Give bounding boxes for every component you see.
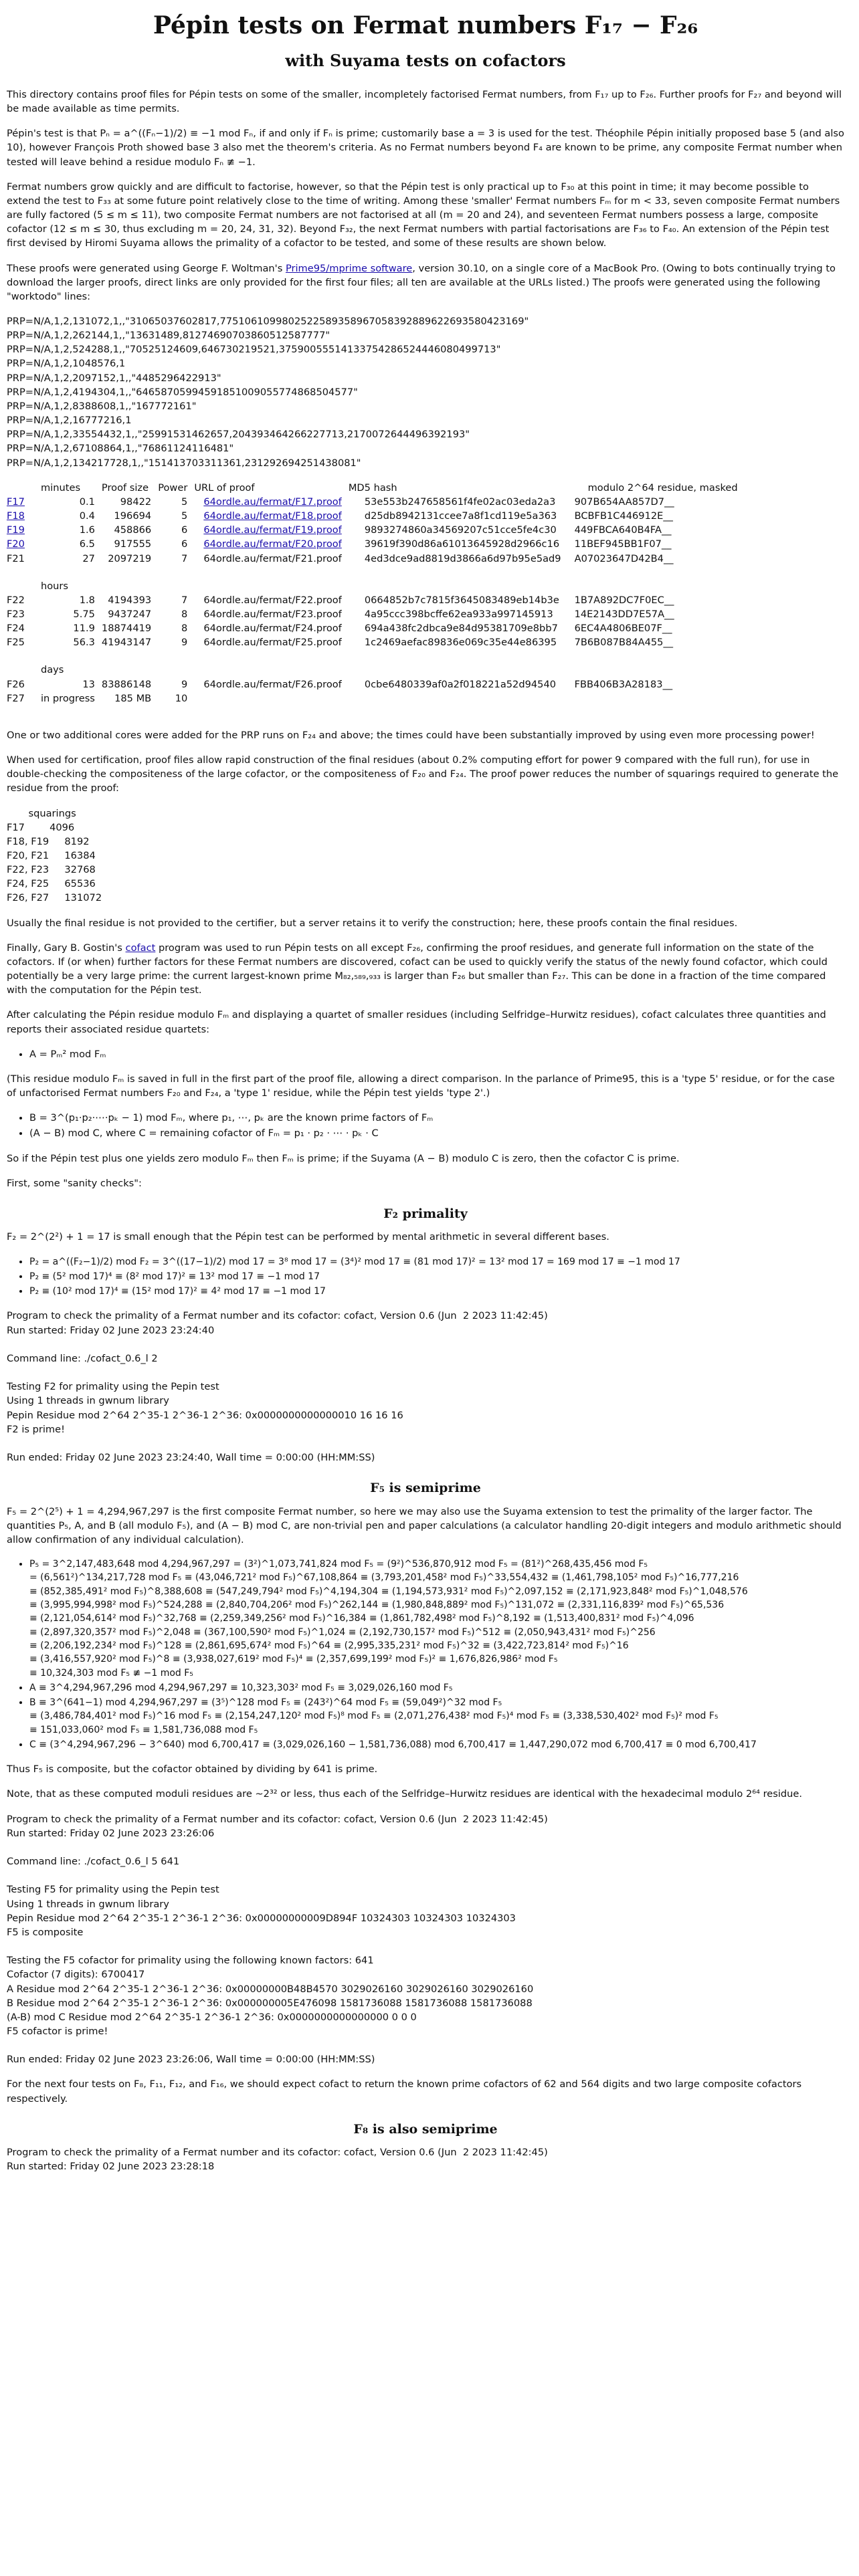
f5-b-line: • B ≡ 3^(641−1) mod 4,294,967,297 ≡ (3⁵)^128 mod F₅ ≡ (243²)^64 mod F₅ ≡ (59,049²)^32 mod F₅ [29,1697,502,1709]
proof-cell-md5: 39619f390d86a61013645928d2966c16 [364,538,560,550]
proof-cell-f: F24 [7,623,25,635]
proof-row [7,537,745,551]
proof-table-header-cell: URL of proof [194,481,255,494]
proof-cell-time: 13 [82,678,95,690]
proof-cell-power: 7 [181,594,188,606]
sanity-paragraph: First, some "sanity checks": [7,1177,142,1189]
next-tests-paragraph: For the next four tests on F₈, F₁₁, F₁₂, and F₁₆, we should expect cofact to return the known prime cofactors of 62 and 564 digits and two large composite cofactors respectively. [7,2078,802,2105]
worktodo-lines: PRP=N/A,1,2,131072,1,,"31065037602817,7751061099802522589358967058392889622693580423169" PRP=N/A,1,2,262144,1,,"13631489,81274690703860512587777" PRP=N/A,1,2,524288,1,,"70525124609,646730219521,37590055514133754286524446080499713" PRP=N/A,1,2,1048576,1 PRP=N/A,1,2,2097152,1,,"4485296422913" PRP=N/A,1,2,4194304,1,,"64658705994591851009055774868504577" PRP=N/A,1,2,8388608,1,,"167772161" PRP=N/A,1,2,16777216,1 PRP=N/A,1,2,33554432,1,,"25991531462657,204393464266227713,2170072644496392193" PRP=N/A,1,2,67108864,1,,"76861124116481" PRP=N/A,1,2,134217728,1,,"151413703311361,231292694251438081" [7,316,529,469]
f5-b-calc [29,1696,844,1737]
proof-cell-md5: 1c2469aefac89836e069c35e44e86395 [364,637,557,649]
proof-cell-url: 64ordle.au/fermat/F25.proof [203,637,342,649]
quantity-list-bc [7,1111,844,1140]
proof-table-unit-row [7,649,745,677]
proof-cell-url [194,495,349,509]
proof-cell-f [7,509,41,523]
proof-cell-res: 11BEF945BB1F07__ [574,538,672,550]
proof-cell-size: 917555 [114,538,152,550]
f2-calc-line: • P₂ ≡ (5² mod 17)⁴ ≡ (8² mod 17)² ≡ 13² mod 17 ≡ −1 mod 17 [29,1270,844,1283]
proof-cell-power: 6 [181,524,188,536]
proof-cell-f: F22 [7,594,25,606]
proof-cell-time: 0.4 [79,510,95,522]
proof-cell-size: 9437247 [108,608,152,620]
proof-cell-url: 64ordle.au/fermat/F23.proof [203,608,342,620]
suyama-paragraph: So if the Pépin test plus one yields zero modulo Fₘ then Fₘ is prime; if the Suyama (A − B) modulo C is zero, then the cofactor C is prime. [7,1152,680,1164]
f5-p5-line: • P₅ = 3^2,147,483,648 mod 4,294,967,297 = (3²)^1,073,741,824 mod F₅ = (9²)^536,870,912 mod F₅ = (81²)^268,435,456 mod F₅ [29,1559,648,1570]
section-heading-f2: F₂ primality [383,1206,468,1221]
f5-p5-calc [29,1558,844,1680]
proof-cell-res: A07023647D42B4__ [574,552,674,564]
proof-cell-res: 449FBCA640B4FA__ [574,524,672,536]
unit-label-days: days [40,664,64,676]
proof-cell-power: 7 [181,552,188,564]
proof-cell-md5: 53e553b247658561f4fe02ac03eda2a3 [364,496,556,508]
proof-cell-f: F27 [7,692,25,704]
f2-calc-line: • P₂ ≡ (10² mod 17)⁴ ≡ (15² mod 17)² ≡ 4² mod 17 ≡ −1 mod 17 [29,1285,844,1298]
prime95-residue-paragraph: (This residue modulo Fₘ is saved in full in the first part of the proof file, allowing a direct comparison. In the parlance of Prime95, this is a 'type 5' residue, or for the case of unfactorised Fermat numbers F₂₀ and F₂₄, a 'type 1' residue, while the Pépin test yields 'type 2'.) [7,1073,835,1099]
proof-row [7,635,745,649]
proof-cell-url [194,537,349,551]
f8-cofact-output: Program to check the primality of a Fermat number and its cofactor: cofact, Version 0.6 (Jun 2 2023 11:42:45) Run started: Friday 02 June 2023 23:28:18 [7,2147,548,2173]
proof-table-header-cell: minutes [40,481,81,494]
proof-cell-md5: 694a438fc2dbca9e84d95381709e8bb7 [364,623,558,635]
proof-table-unit-row [7,566,745,593]
proof-rows-minutes [7,495,745,566]
page-subtitle: with Suyama tests on cofactors [285,51,566,71]
f5-p5-line: ≡ (2,121,054,614² mod F₅)^32,768 ≡ (2,259,349,256² mod F₅)^16,384 ≡ (1,861,782,498² mod F₅)^8,192 ≡ (1,513,400,831² mod F₅)^4,096 [29,1613,694,1624]
proof-cell-size: 196694 [114,510,152,522]
proof-cell-power: 8 [181,608,188,620]
proof-table [7,481,745,706]
proof-cell-power: 5 [181,510,188,522]
f5-intro: F₅ = 2^(2⁵) + 1 = 4,294,967,297 is the first composite Fermat number, so here we may also use the Suyama extension to test the primality of the larger factor. The quantities P₅, A, and B (all modulo F₅), and (A − B) mod C, are non-trivial pen and paper calculations (a calculator handling 20-digit integers and modulo arithmetic should allow confirmation of any individual calculation). [7,1505,842,1545]
f5-p5-line: ≡ (2,897,320,357² mod F₅)^2,048 ≡ (367,100,590² mod F₅)^1,024 ≡ (2,192,730,157² mod F₅)^512 ≡ (2,050,943,431² mod F₅)^256 [29,1626,656,1638]
f5-p5-line: ≡ (3,995,994,998² mod F₅)^524,288 ≡ (2,840,704,206² mod F₅)^262,144 ≡ (1,980,848,889² mod F₅)^131,072 ≡ (2,331,116,839² mod F₅)^65,536 [29,1600,725,1611]
cofact-link[interactable]: cofact [125,942,156,954]
proof-row [7,621,745,635]
proof-cell-time: in progress [40,692,95,704]
f2-calculations [7,1255,844,1299]
proof-cell-md5: 4a95ccc398bcffe62ea933a997145913 [364,608,553,620]
f5-p5-line: ≡ (852,385,491² mod F₅)^8,388,608 ≡ (547,249,794² mod F₅)^4,194,304 ≡ (1,194,573,931² mod F₅)^2,097,152 ≡ (2,171,923,848² mod F₅)^1,048,576 [29,1586,748,1597]
proof-cell-url [194,509,349,523]
f2-intro: F₂ = 2^(2²) + 1 = 17 is small enough that the Pépin test can be performed by mental arithmetic in several different bases. [7,1231,609,1243]
proof-row [7,593,745,607]
certification-paragraph: When used for certification, proof files allow rapid construction of the final residues (about 0.2% computing effort for power 9 compared with the full run), for use in double-checking the compositeness of the large cofactor, or the compositeness of F₂₀ and F₂₄. The proof power reduces the number of squarings required to generate the residue from the proof: [7,754,839,794]
fermat-link[interactable]: F17 [7,496,25,508]
proof-cell-time: 1.8 [79,594,95,606]
proof-url-link[interactable]: 64ordle.au/fermat/F20.proof [203,538,342,550]
proof-cell-size: 83886148 [101,678,152,690]
f5-p5-line: = (6,561²)^134,217,728 mod F₅ ≡ (43,046,721² mod F₅)^67,108,864 ≡ (3,793,201,458² mod F₅)^33,554,432 ≡ (1,461,798,105² mod F₅)^16,777,216 [29,1572,739,1584]
proof-cell-url [194,523,349,537]
section-heading-f5: F₅ is semiprime [370,1481,481,1496]
proof-cell-url [194,691,349,706]
proof-cell-time: 5.75 [73,608,95,620]
proof-cell-time: 6.5 [79,538,95,550]
proof-cell-res [568,691,745,706]
proof-cell-f [7,495,41,509]
after-paragraph: After calculating the Pépin residue modulo Fₘ and displaying a quartet of smaller residues (including Selfridge–Hurwitz residues), cofact calculates three quantities and reports their associated residue quartets: [7,1009,826,1035]
quantity-c: • (A − B) mod C, where C = remaining cofactor of Fₘ = p₁ · p₂ · ⋯ · pₖ · C [29,1126,844,1140]
generated-paragraph: These proofs were generated using George F. Woltman's Prime95/mprime software, version 30.10, on a single core of a MacBook Pro. (Owing to bots continually trying to download the larger proofs, direct links are only provided for the first four files; all ten are available at the URLs listed.) The proofs were generated using the following "worktodo" lines: [7,262,836,302]
proof-cell-f: F21 [7,552,25,564]
proof-cell-size: 458866 [114,524,152,536]
proof-cell-url: 64ordle.au/fermat/F21.proof [203,552,342,564]
proof-cell-time: 56.3 [73,637,95,649]
proof-cell-md5: d25db8942131ccee7a8f1cd119e5a363 [364,510,557,522]
proof-cell-url: 64ordle.au/fermat/F24.proof [203,623,342,635]
proof-cell-time: 11.9 [73,623,95,635]
proof-table-header-cell: Proof size [101,481,149,494]
cofact-paragraph: Finally, Gary B. Gostin's cofact program was used to run Pépin tests on all except F₂₆, confirming the proof residues, and generate full information on the state of the cofactors. If (or when) further factors for these Fermat numbers are discovered, cofact can be used to quickly verify the status of the newly found cofactor, which could potentially be a very large prime: the current largest-known prime M₈₂,₅₈₉,₉₃₃ is larger than F₂₆ but smaller than F₂₇. This can be done in a fraction of the time compared with the computation for the Pépin test. [7,942,828,996]
proof-url-link[interactable]: 64ordle.au/fermat/F18.proof [203,510,342,522]
fermat-link[interactable]: F18 [7,510,25,522]
proof-row [7,691,745,706]
f5-p5-line: ≡ (2,206,192,234² mod F₅)^128 ≡ (2,861,695,674² mod F₅)^64 ≡ (2,995,335,231² mod F₅)^32 ≡ (3,422,723,814² mod F₅)^16 [29,1640,629,1651]
quantity-a: • A = Pₘ² mod Fₘ [29,1047,844,1061]
intro-paragraph: Pépin's test is that Pₙ = a^((Fₙ−1)/2) ≡ −1 mod Fₙ, if and only if Fₙ is prime; customarily base a = 3 is used for the test. Théophile Pépin initially proposed base 5 (and also 10), however François Proth showed base 3 also met the theorem's criteria. As no Fermat numbers beyond F₄ are known to be prime, any composite Fermat number when tested will leave behind a residue modulo Fₙ ≢ −1. [7,128,844,168]
section-heading-f8: F₈ is also semiprime [353,2121,498,2137]
proof-cell-url: 64ordle.au/fermat/F22.proof [203,594,342,606]
proof-cell-res: BCBFB1C446912E__ [574,510,673,522]
proof-cell-time: 0.1 [79,496,95,508]
proof-row [7,552,745,566]
f5-b-line: ≡ 151,033,060² mod F₅ ≡ 1,581,736,088 mod F₅ [29,1724,258,1735]
intro-paragraph: Fermat numbers grow quickly and are difficult to factorise, however, so that the Pépin test is only practical up to F₃₀ at this point in time; it may become possible to extend the test to F₃₃ at some future point relatively close to the time of writing. Among these 'smaller' Fermat numbers Fₘ for m < 33, seven composite Fermat numbers are fully factored (5 ≤ m ≤ 11), two composite Fermat numbers are not factorised at all (m = 20 and 24), and seventeen Fermat numbers possess a large, composite cofactor (12 ≤ m ≤ 30, thus excluding m = 20, 24, 31, 32). Beyond F₃₂, the next Fermat numbers with partial factorisations are F₃₆ to F₄₀. An extension of the Pépin test first devised by Hiromi Suyama allows the primality of a cofactor to be tested, and some of these results are shown below. [7,181,840,249]
proof-cell-power: 8 [181,623,188,635]
quantity-b: • B = 3^(p₁·p₂·⋯·pₖ − 1) mod Fₘ, where p₁, ⋯, pₖ are the known prime factors of Fₘ [29,1111,844,1125]
proof-table-header-cell: MD5 hash [348,481,397,494]
proof-cell-f: F23 [7,608,25,620]
proof-table-header-cell: Power [158,481,188,494]
f5-calculations [7,1558,844,1751]
proof-cell-f: F26 [7,678,25,690]
f5-note: Note, that as these computed moduli residues are ~2³² or less, thus each of the Selfridge–Hurwitz residues are identical with the hexadecimal modulo 2⁶⁴ residue. [7,1788,803,1800]
quantity-list-a [7,1047,844,1061]
cores-paragraph: One or two additional cores were added for the PRP runs on F₂₄ and above; the times could have been substantially improved by using even more processing power! [7,729,815,741]
proof-table-header-cell: modulo 2^64 residue, masked [587,481,738,494]
f5-conclusion: Thus F₅ is composite, but the cofactor obtained by dividing by 641 is prime. [7,1763,378,1776]
proof-row [7,677,745,691]
proof-cell-md5: 4ed3dce9ad8819d3866a6d97b95e5ad9 [364,552,561,564]
proof-cell-size: 18874419 [101,623,152,635]
proof-cell-f [7,523,41,537]
fermat-link[interactable]: F19 [7,524,25,536]
proof-cell-size: 41943147 [101,637,152,649]
f5-a-calc: • A ≡ 3^4,294,967,296 mod 4,294,967,297 ≡ 10,323,303² mod F₅ ≡ 3,029,026,160 mod F₅ [29,1681,844,1695]
proof-cell-power: 9 [181,678,188,690]
proof-cell-size: 2097219 [108,552,152,564]
proof-cell-md5: 0664852b7c7815f3645083489eb14b3e [364,594,559,606]
page-title: Pépin tests on Fermat numbers F₁₇ − F₂₆ [153,11,698,39]
proof-cell-res: FBB406B3A28183__ [574,678,673,690]
proof-cell-time: 1.6 [79,524,95,536]
squarings-table: squarings F17 4096 F18, F19 8192 F20, F21 16384 F22, F23 32768 F24, F25 65536 F26, F27 131072 [7,807,102,904]
proof-cell-md5: 9893274860a34569207c51cce5fe4c30 [364,524,557,536]
proof-cell-res: 1B7A892DC7F0EC__ [574,594,674,606]
proof-cell-res: 14E2143DD7E57A__ [574,608,674,620]
f5-cofact-output: Program to check the primality of a Fermat number and its cofactor: cofact, Version 0.6 (Jun 2 2023 11:42:45) Run started: Friday 02 June 2023 23:26:06 Command line: ./cofact_0.6_l 5 641 Testing F5 for primality using the Pepin test Using 1 threads in gwnum library Pepin Residue mod 2^64 2^35-1 2^36-1 2^36: 0x00000000009D894F 10324303 10324303 10324303 F5 is composite Testing the F5 cofactor for primality using the following known factors: 641 Cofactor (7 digits): 6700417 A Residue mod 2^64 2^35-1 2^36-1 2^36: 0x00000000B48B4570 3029026160 3029026160 3029026160 B Residue mod 2^64 2^35-1 2^36-1 2^36: 0x000000005E476098 1581736088 1581736088 1581736088 (A-B) mod C Residue mod 2^64 2^35-1 2^36-1 2^36: 0x0000000000000000 0 0 0 F5 cofactor is prime! Run ended: Friday 02 June 2023 23:26:06, Wall time = 0:00:00 (HH:MM:SS) [7,1813,548,2066]
fermat-link[interactable]: F20 [7,538,25,550]
unit-label-hours: hours [40,580,68,592]
f5-p5-line: ≡ 10,324,303 mod F₅ ≢ −1 mod F₅ [29,1667,193,1679]
proof-cell-res: 7B6B087B84A455__ [574,637,674,649]
proof-row [7,607,745,621]
proof-row [7,509,745,523]
proof-cell-md5 [349,691,568,706]
f5-b-line: ≡ (3,486,784,401² mod F₅)^16 mod F₅ ≡ (2,154,247,120² mod F₅)⁸ mod F₅ ≡ (2,071,276,438² mod F₅)⁴ mod F₅ ≡ (3,338,530,402² mod F₅)² mod F₅ [29,1711,719,1722]
proof-rows-hours [7,593,745,650]
f2-cofact-output: Program to check the primality of a Fermat number and its cofactor: cofact, Version 0.6 (Jun 2 2023 11:42:45) Run started: Friday 02 June 2023 23:24:40 Command line: ./cofact_0.6_l 2 Testing F2 for primality using the Pepin test Using 1 threads in gwnum library Pepin Residue mod 2^64 2^35-1 2^36-1 2^36: 0x0000000000000010 16 16 16 F2 is prime! Run ended: Friday 02 June 2023 23:24:40, Wall time = 0:00:00 (HH:MM:SS) [7,1310,548,1463]
f2-calc-line: • P₂ = a^((F₂−1)/2) mod F₂ = 3^((17−1)/2) mod 17 = 3⁸ mod 17 = (3⁴)² mod 17 ≡ (81 mod 17)² = 13² mod 17 = 169 mod 17 ≡ −1 mod 17 [29,1255,844,1269]
final-residue-paragraph: Usually the final residue is not provided to the certifier, but a server retains it to verify the construction; here, these proofs contain the final residues. [7,917,738,929]
proof-cell-power: 9 [181,637,188,649]
proof-cell-f [7,537,41,551]
proof-cell-size: 185 MB [114,692,152,704]
proof-cell-power: 10 [175,692,188,704]
prime95-link[interactable]: Prime95/mprime software [285,262,413,274]
proof-row [7,523,745,537]
proof-cell-power: 5 [181,496,188,508]
proof-cell-size: 98422 [120,496,152,508]
proof-cell-md5: 0cbe6480339af0a2f018221a52d94540 [364,678,557,690]
intro-paragraph: This directory contains proof files for Pépin tests on some of the smaller, incompletely factorised Fermat numbers, from F₁₇ up to F₂₆. Further proofs for F₂₇ and beyond will be made available as time permits. [7,88,842,115]
proof-row [7,495,745,509]
proof-cell-power: 6 [181,538,188,550]
proof-cell-f: F25 [7,637,25,649]
proof-url-link[interactable]: 64ordle.au/fermat/F17.proof [203,496,342,508]
proof-cell-size: 4194393 [108,594,152,606]
f5-c-calc: • C ≡ (3^4,294,967,296 − 3^640) mod 6,700,417 ≡ (3,029,026,160 − 1,581,736,088) mod 6,700,417 ≡ 1,447,290,072 mod 6,700,417 ≡ 0 mod 6,700,417 [29,1738,844,1751]
proof-cell-url: 64ordle.au/fermat/F26.proof [203,678,342,690]
proof-cell-res: 6EC4A4806BE07F__ [574,623,672,635]
f5-p5-line: ≡ (3,416,557,920² mod F₅)^8 ≡ (3,938,027,619² mod F₅)⁴ ≡ (2,357,699,199² mod F₅)² ≡ 1,676,826,986² mod F₅ [29,1654,558,1665]
proof-table-header [7,481,745,495]
proof-cell-time: 27 [82,552,95,564]
proof-cell-res: 907B654AA857D7__ [574,496,674,508]
proof-url-link[interactable]: 64ordle.au/fermat/F19.proof [203,524,342,536]
proof-rows-days [7,677,745,706]
proof-table-header-cell [7,481,41,495]
